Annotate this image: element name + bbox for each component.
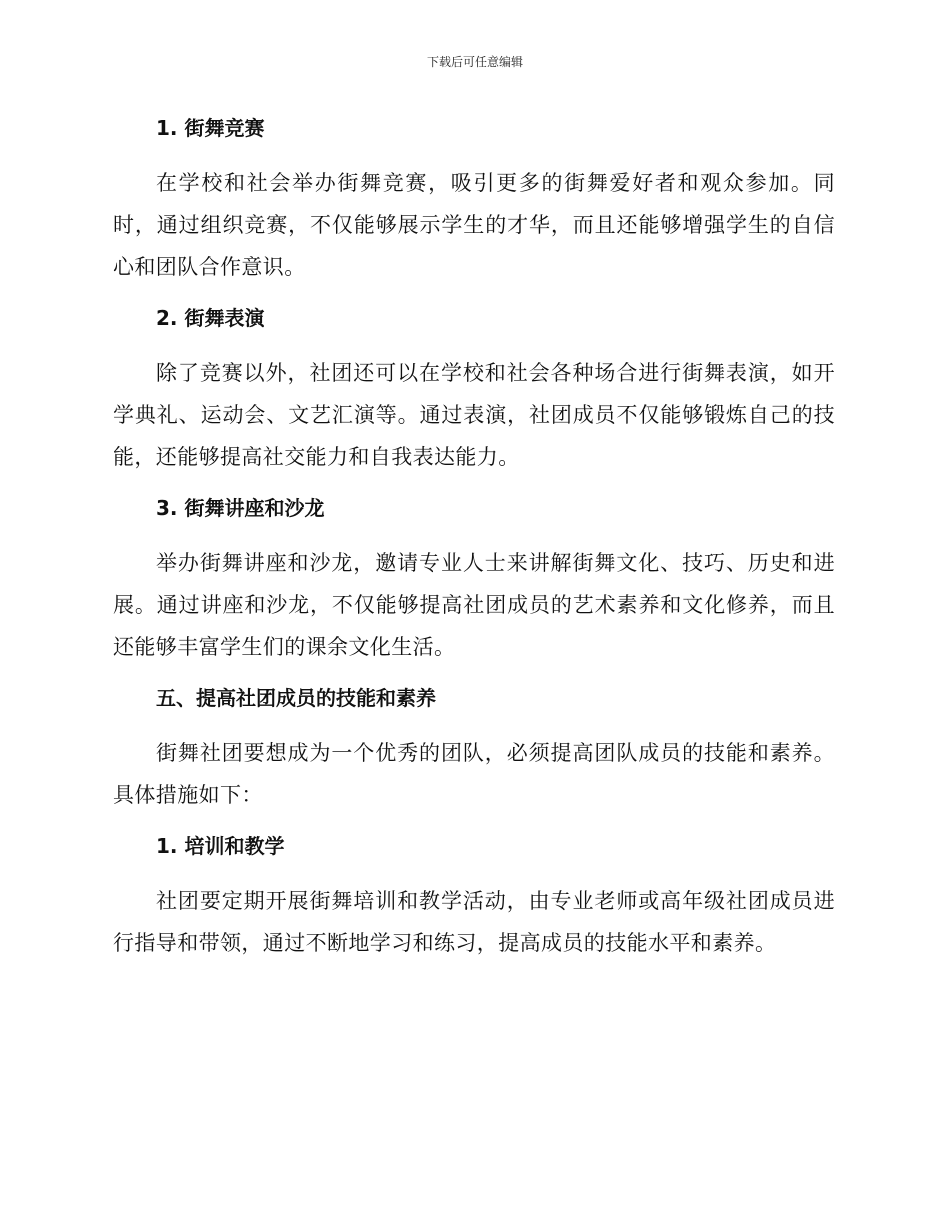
section-paragraph: 在学校和社会举办街舞竞赛，吸引更多的街舞爱好者和观众参加。同时，通过组织竞赛，不仅能够展示学生的才华，而且还能够增强学生的自信心和团队合作意识。	[113, 171, 835, 279]
section-paragraph: 除了竞赛以外，社团还可以在学校和社会各种场合进行街舞表演，如开学典礼、运动会、文艺汇演等。通过表演，社团成员不仅能够锻炼自己的技能，还能够提高社交能力和自我表达能力。	[113, 361, 835, 469]
section-spacer	[113, 816, 835, 830]
section-spacer	[113, 478, 835, 492]
section-spacer	[113, 288, 835, 302]
section-paragraph: 街舞社团要想成为一个优秀的团队，必须提高团队成员的技能和素养。具体措施如下：	[113, 741, 835, 807]
section-heading: 1. 街舞竞赛	[156, 116, 265, 140]
section-heading: 3. 街舞讲座和沙龙	[156, 496, 325, 520]
section-paragraph: 举办街舞讲座和沙龙，邀请专业人士来讲解街舞文化、技巧、历史和进展。通过讲座和沙龙，不仅能够提高社团成员的艺术素养和文化修养，而且还能够丰富学生们的课余文化生活。	[113, 551, 835, 659]
section-spacer	[113, 668, 835, 682]
section-training-and-teaching	[113, 830, 835, 964]
document-body	[113, 112, 835, 964]
section-street-dance-performance	[113, 302, 835, 478]
section-heading: 2. 街舞表演	[156, 306, 265, 330]
section-street-dance-competition	[113, 112, 835, 288]
section-improve-member-skills	[113, 682, 835, 816]
section-heading: 1. 培训和教学	[156, 834, 285, 858]
section-heading: 五、提高社团成员的技能和素养	[156, 686, 436, 710]
section-paragraph: 社团要定期开展街舞培训和教学活动，由专业老师或高年级社团成员进行指导和带领，通过不断地学习和练习，提高成员的技能水平和素养。	[113, 889, 835, 955]
page-header: 下载后可任意编辑	[426, 55, 523, 69]
section-lectures-and-salons	[113, 492, 835, 668]
